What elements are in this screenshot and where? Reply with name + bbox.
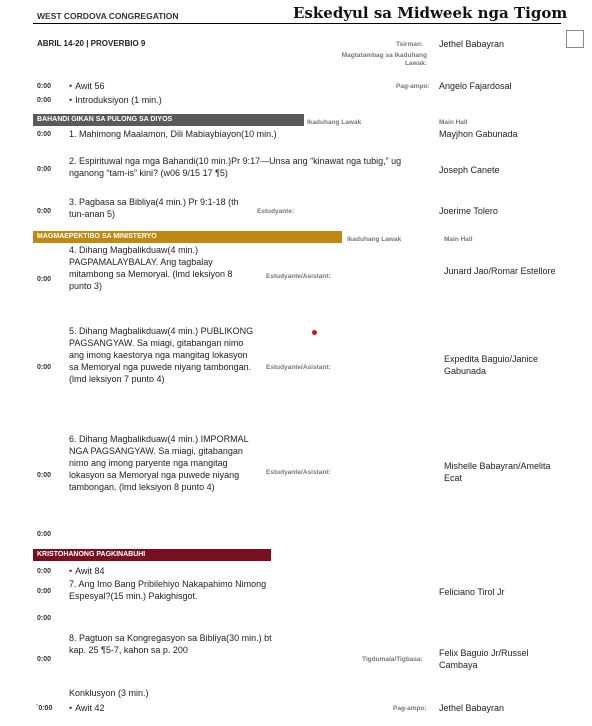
time: 0:00 <box>37 531 52 538</box>
part-1-assignee: Mayjhon Gabunada <box>439 129 518 139</box>
role-label: Estudyante/Asistant: <box>266 469 331 476</box>
part-5-assignee: Expedita Baguio/Janice Gabunada <box>444 354 539 376</box>
time: `0:00 <box>36 705 53 712</box>
aux-counselor-label: Magtatambag sa Ikaduhang Lawak: <box>341 52 427 67</box>
part-7: 7. Ang Imo Bang Pribilehiyo Nakapahimo Nimong Espesyal?(15 min.) Pakighisgot. <box>69 579 267 601</box>
part-3-assignee: Joerime Tolero <box>439 206 498 216</box>
role-label: Estudyante/Asistant: <box>266 273 331 280</box>
part-1: 1. Mahimong Maalamon, Dili Mabiaybiayon(10 min.) <box>69 129 277 139</box>
part-5: 5. Dihang Magbalikduaw(4 min.) PUBLIKONG PAGSANGYAW. Sa miagi, gitabangan nimo ang imong kaestorya nga mangitag lokasyon sa Memoryal nga puwede niyang tambongan. (lmd leksiyon 7 punto 4) <box>69 326 254 384</box>
part-8-assignee: Felix Baguio Jr/Russel Cambaya <box>439 648 529 670</box>
time: 0:00 <box>37 83 52 90</box>
chairman-label: Tsirman: <box>396 41 423 48</box>
aux-hall-label: Ikaduhang Lawak <box>347 236 402 243</box>
closing-song: • Awit 42 <box>69 702 105 714</box>
page-title: Eskedyul sa Midweek nga Tigom <box>293 4 568 22</box>
part-7-assignee: Feliciano Tirol Jr <box>439 587 505 597</box>
week-label: ABRIL 14-20 | PROVERBIO 9 <box>37 39 146 48</box>
checkbox[interactable] <box>566 30 584 48</box>
section-ministry-header: MAGMAEPEKTIBO SA MINISTERYO <box>33 231 342 243</box>
closing-prayer-name: Jethel Babayran <box>439 703 505 713</box>
main-hall-label: Main Hall <box>439 119 468 126</box>
time: 0:00 <box>37 656 52 663</box>
time: 0:00 <box>37 166 52 173</box>
chairman-name: Jethel Babayran <box>439 39 505 49</box>
part-2-assignee: Joseph Canete <box>439 165 500 175</box>
aux-hall-label: Ikaduhang Lawak <box>307 119 362 126</box>
opening-prayer-name: Angelo Fajardosal <box>439 81 512 91</box>
time: 0:00 <box>37 131 52 138</box>
part-8: 8. Pagtuon sa Kongregasyon sa Bibliya(30 min.) bt kap. 25 ¶5-7, kahon sa p. 200 <box>69 633 272 655</box>
time: 0:00 <box>37 588 52 595</box>
section-christian-living-header: KRISTOHANONG PAGKINABUHI <box>33 549 271 561</box>
role-label: Estudyante: <box>257 208 295 215</box>
middle-song: • Awit 84 <box>69 565 105 577</box>
part-3: 3. Pagbasa sa Bibliya(4 min.) Pr 9:1-18 (th tun-anan 5) <box>69 197 239 219</box>
time: 0:00 <box>37 276 52 283</box>
main-hall-label: Main Hall <box>444 236 473 243</box>
prayer-label: Pag-ampo: <box>393 705 427 712</box>
prayer-label: Pag-ampo: <box>396 83 430 90</box>
section-treasures-header: BAHANDI GIKAN SA PULONG SA DIYOS <box>33 114 304 126</box>
role-label: Estudyante/Asistant: <box>266 364 331 371</box>
part-4-assignee: Junard Jao/Romar Estellore <box>444 266 556 276</box>
congregation-name: WEST CORDOVA CONGREGATION <box>37 11 179 21</box>
time: 0:00 <box>37 568 52 575</box>
role-label: Tigdumala/Tigbasa: <box>362 656 423 663</box>
time: 0:00 <box>37 364 52 371</box>
time: 0:00 <box>37 97 52 104</box>
red-dot-marker <box>312 330 317 335</box>
time: 0:00 <box>37 615 52 622</box>
time: 0:00 <box>37 472 52 479</box>
part-6-assignee: Mishelle Babayran/Amelita Ecat <box>444 461 551 483</box>
opening-song: • Awit 56 <box>69 80 105 92</box>
part-2: 2. Espirituwal nga mga Bahandi(10 min.)Pr 9:17—Unsa ang “kinawat nga tubig,” ug nganong “tam-is” kini? (w06 9/15 17 ¶5) <box>69 156 402 178</box>
part-6: 6. Dihang Magbalikduaw(4 min.) IMPORMAL NGA PAGSANGYAW. Sa miagi, gitabangan nimo ang imong paryente nga mangitag lokasyon sa Memoryal nga puwede niyang tambongan. (lmd leksiyon 8 punto 4) <box>69 434 249 492</box>
conclusion: Konklusyon (3 min.) <box>69 688 149 698</box>
header-rule <box>33 23 561 24</box>
part-4: 4. Dihang Magbalikduaw(4 min.) PAGPAMALAYBALAY. Ang tagbalay mitambong sa Memoryal. (lmd leksiyon 8 punto 3) <box>69 245 233 291</box>
introduction: • Introduksiyon (1 min.) <box>69 94 162 106</box>
time: 0:00 <box>37 208 52 215</box>
